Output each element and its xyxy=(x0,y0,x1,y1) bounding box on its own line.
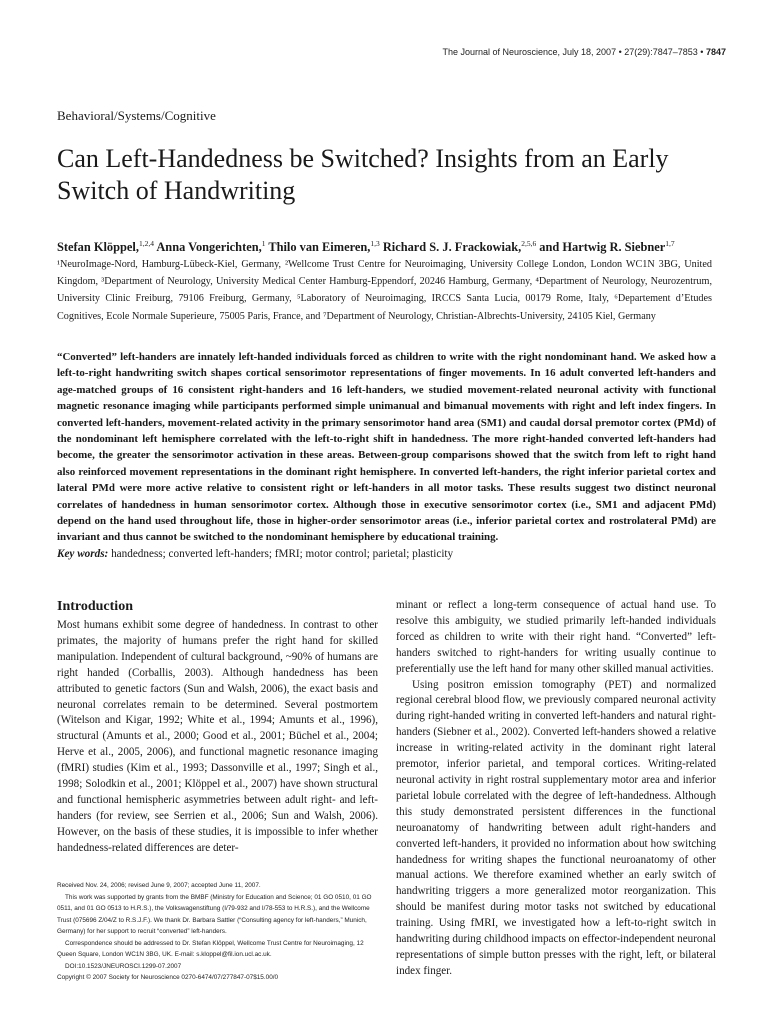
funding-note: This work was supported by grants from the BMBF (Ministry for Education and Science; 01 GO 0510, 01 GO 0511, and 01 GO 0513 to H.R.S.), the Volkswagenstiftung (I/79-932 and I/78-553 to H.R.S.), and the Wellcome Trust (075696 Z/04/Z to R.S.J.F.). We thank Dr. Barbara Sattler (“Consulting agency for left-handers,” Munich, Germany) for her support to recruit “converted” left-handers. xyxy=(57,893,372,935)
abstract: “Converted” left-handers are innately left-handed individuals forced as children to write with the right nondominant hand. We asked how a left-to-right handwriting switch shapes cortical sensorimotor representations of finger movements. In 16 adult converted left-handers and age-matched groups of 16 consistent right-handers and 16 left-handers, we studied movement-related neuronal activity with functional magnetic resonance imaging while participants performed simple unimanual and bimanual movements with right and left index fingers. In converted left-handers, movement-related activity in the primary sensorimotor hand area (SM1) and caudal dorsal premotor cortex (PMd) of the nondominant left hemisphere correlated with the left-to-right shift in handedness. The more right-handed converted left-handers had become, the greater the sensorimotor activation in these areas. Between-group comparisons showed that the switch from left to right hand also reinforced movement representations in the dominant right hemisphere. In converted left-handers, the right inferior parietal cortex and lateral PMd were more active relative to consistent right or left-handers in all motor tasks. These results suggest two distinct neuronal correlates of handedness in human sensorimotor cortex. Although those in executive sensorimotor cortex (i.e., SM1 and adjacent PMd) depend on the hand used throughout life, those in higher-order sensorimotor areas (i.e., inferior parietal cortex and rostrolateral PMd) are invariant and thus cannot be switched to the nondominant hemisphere by educational training. xyxy=(57,351,716,544)
journal-citation: The Journal of Neuroscience, July 18, 2007 • 27(29):7847–7853 • xyxy=(442,47,704,57)
section-heading-introduction: Introduction xyxy=(57,599,133,614)
footnotes xyxy=(57,880,379,984)
received-dates: Received Nov. 24, 2006; revised June 9, 2007; accepted June 11, 2007. xyxy=(57,882,261,889)
article-title: Can Left-Handedness be Switched? Insights from an Early Switch of Handwriting xyxy=(57,144,669,205)
running-header xyxy=(0,47,726,57)
author-name: Anna Vongerichten, xyxy=(153,240,262,255)
doi: DOI:10.1523/JNEUROSCI.1299-07.2007 xyxy=(65,962,182,970)
keywords-label: Key words: xyxy=(57,548,109,560)
correspondence-note: Correspondence should be addressed to Dr. Stefan Klöppel, Wellcome Trust Centre for Neuroimaging, 12 Queen Square, London WC1N 3BG, UK. E-mail: s.kloppel@fil.ion.ucl.ac.uk. xyxy=(57,939,364,958)
page-number: 7847 xyxy=(705,47,726,57)
author-name: and Hartwig R. Siebner xyxy=(536,240,666,255)
copyright: Copyright © 2007 Society for Neuroscience 0270-6474/07/277847-07$15.00/0 xyxy=(57,974,279,981)
author-affil-ref: 2,5,6 xyxy=(521,239,537,248)
author-affil-ref: 1,2,4 xyxy=(138,239,154,248)
body-paragraph: Using positron emission tomography (PET) and normalized regional cerebral blood flow, we previously compared neuronal activity during right-handed writing in converted left-handers and natural right-handers (Siebner et al., 2002). Converted left-handers showed a relative increase in writing-related activity in the dominant right lateral premotor, inferior parietal, and temporal cortices. Writing-related neuronal activity in right rostral supplementary motor area and inferior parietal lobule correlated with the degree of left-handedness. Although this study demonstrated persistent differences in the functional neuroanatomy of handwriting between adult right-handers and converted left-handers, it provided no information about how switching handedness for writing shapes the functional neuroanatomy of other manual actions. We therefore examined whether an early switch of handwriting triggers a more generalized motor reorganization. This should be manifest during motor tasks not switched by educational training. Using fMRI, we investigated how a left-to-right switch in handwriting during childhood impacts on effector-independent neuronal representations of simple button presses with the right, left, or bilateral index finger. xyxy=(396,678,716,977)
right-column xyxy=(396,598,716,980)
author-affil-ref: 1,7 xyxy=(665,239,675,248)
author-name: Thilo van Eimeren, xyxy=(265,240,371,255)
keywords-text: handedness; converted left-handers; fMRI; motor control; parietal; plasticity xyxy=(108,548,454,560)
left-column xyxy=(57,598,378,857)
section-tag: Behavioral/Systems/Cognitive xyxy=(57,108,216,123)
body-paragraph: minant or reflect a long-term consequence of actual hand use. To resolve this ambiguity, we studied primarily left-handed individuals forced as children to write with their right hand. “Converted” left-handers switched to right-handers for writing usually continue to preferentially use the left hand for many other skilled manual activities. xyxy=(396,599,716,675)
affiliations: ¹NeuroImage-Nord, Hamburg-Lübeck-Kiel, Germany, ²Wellcome Trust Centre for Neuroimaging, University College London, London WC1N 3BG, United Kingdom, ³Department of Neurology, University Medical Center Hamburg-Eppendorf, 20246 Hamburg, Germany, ⁴Department of Neurology, Neurozentrum, University Clinic Freiburg, 79106 Freiburg, Germany, ⁵Laboratory of Neuroimaging, IRCCS Santa Lucia, 00179 Rome, Italy, ⁶Departement d’Etudes Cognitives, Ecole Normale Superieure, 75005 Paris, France, and ⁷Department of Neurology, Christian-Albrechts-University, 24105 Kiel, Germany xyxy=(57,259,712,322)
keywords xyxy=(57,548,453,560)
author-affil-ref: 1,3 xyxy=(370,239,380,248)
author-name: Richard S. J. Frackowiak, xyxy=(379,240,522,255)
author-affil-ref: 1 xyxy=(261,239,266,248)
author-list xyxy=(57,236,717,255)
author-name: Stefan Klöppel, xyxy=(57,240,139,255)
body-paragraph: Most humans exhibit some degree of handedness. In contrast to other primates, the majority of humans prefer the right hand for skilled manipulation. Independent of cultural background, ~90% of humans are right handed (Corballis, 2003). Although handedness has been attributed to genetic factors (Sun and Walsh, 2006), the exact basis and neuronal correlates remain to be determined. Several postmortem (Witelson and Kigar, 1992; White et al., 1994; Amunts et al., 1996), structural (Amunts et al., 2000; Good et al., 2001; Büchel et al., 2004; Herve et al., 2005, 2006), and functional magnetic resonance imaging (fMRI) studies (Kim et al., 1993; Dassonville et al., 1997; Singh et al., 1998; Solodkin et al., 2001; Klöppel et al., 2007) have shown structural and functional hemispheric asymmetries between adult right- and left-handers (for review, see Serrien et al., 2006; Sun and Walsh, 2006). However, on the basis of these studies, it is impossible to infer whether handedness-related differences are deter- xyxy=(57,619,378,854)
